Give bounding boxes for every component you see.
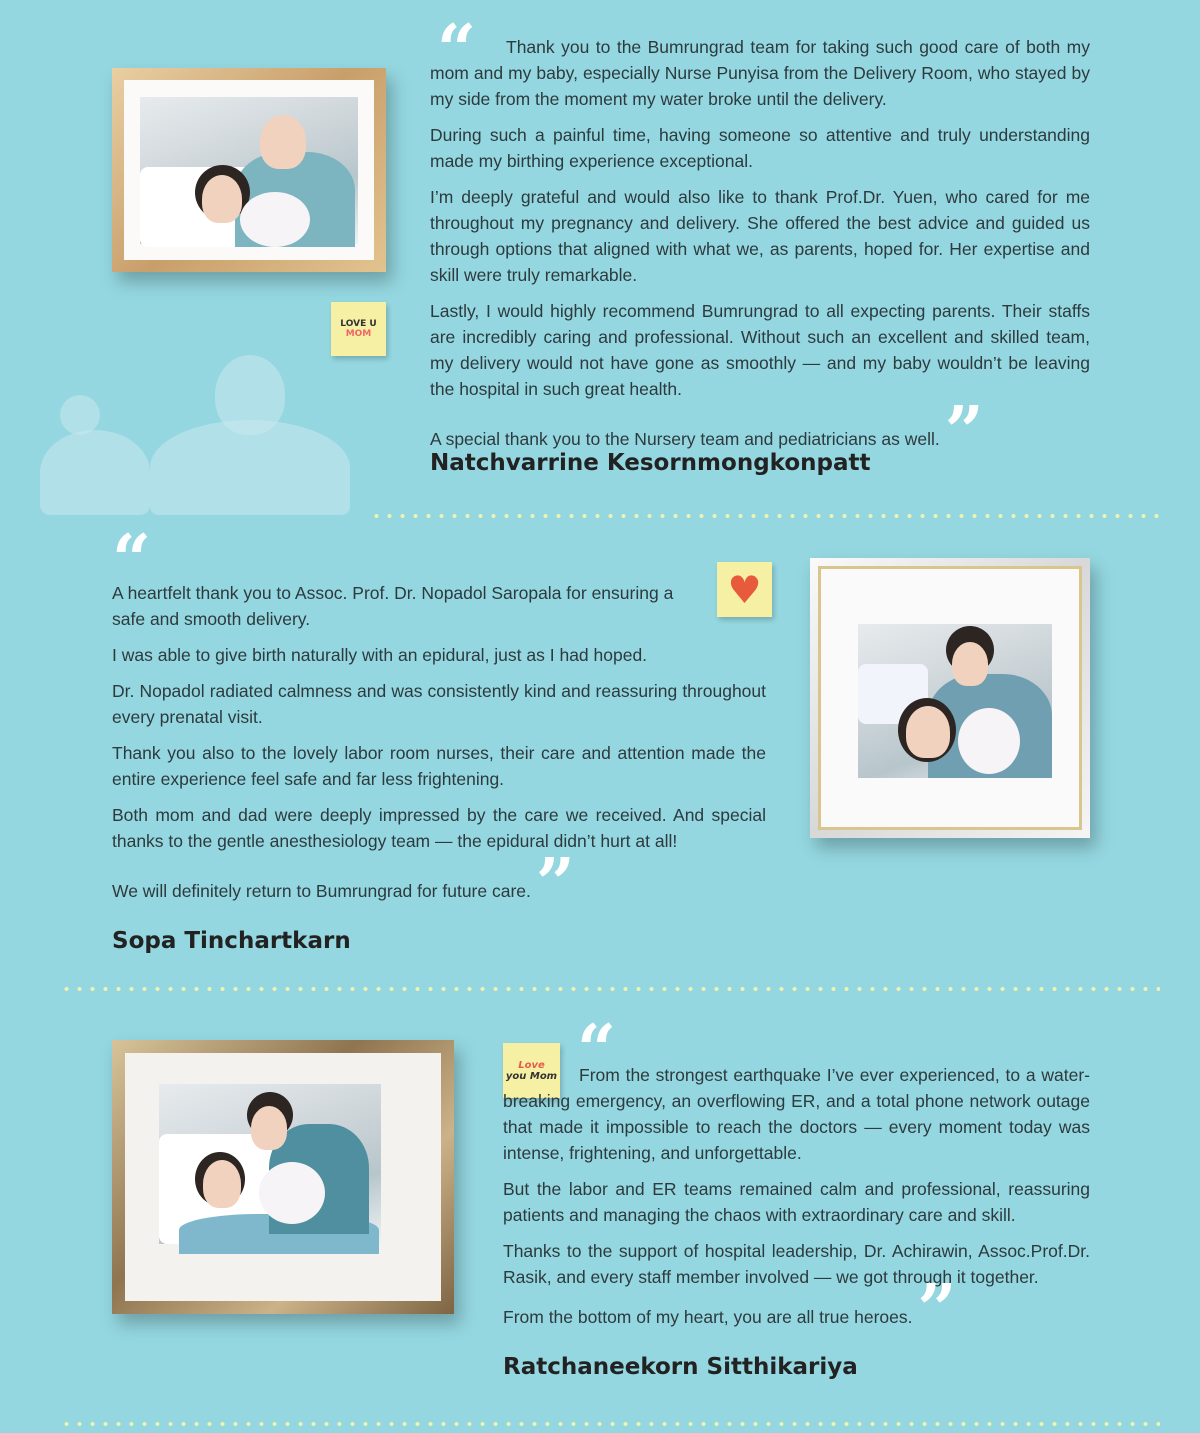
testimonial-3-closing-line: From the bottom of my heart, you are all true heroes. bbox=[503, 1307, 913, 1327]
dotted-divider-1 bbox=[370, 514, 1160, 518]
testimonial-2-closing-line: We will definitely return to Bumrungrad for future care. bbox=[112, 881, 531, 901]
author-name-2: Sopa Tinchartkarn bbox=[112, 928, 351, 954]
sticker-line-1: LOVE U bbox=[340, 319, 377, 329]
close-quote-icon: ” bbox=[944, 392, 984, 472]
family-photo-2 bbox=[858, 624, 1052, 778]
testimonial-1-closing-line: A special thank you to the Nursery team and pediatricians as well. bbox=[430, 429, 940, 449]
sticker-line-2: you Mom bbox=[505, 1070, 558, 1082]
photo-frame-2 bbox=[810, 558, 1090, 838]
heart-icon: ♥ bbox=[727, 567, 762, 612]
testimonial-2-paragraph-5: Both mom and dad were deeply impressed by the care we received. And special thanks to the gentle anesthesiology team — the epidural didn’t hurt at all! bbox=[112, 805, 766, 851]
testimonial-2-paragraph-2: I was able to give birth naturally with an epidural, just as I had hoped. bbox=[112, 645, 648, 665]
testimonial-3-paragraph-1: From the strongest earthquake I’ve ever experienced, to a water-breaking emergency, an overflowing ER, and a total phone network outage that made it impossible to reach the doctors — every moment today was intense, frightening, and unforgettable. bbox=[503, 1065, 1090, 1163]
dotted-divider-2 bbox=[60, 987, 1160, 991]
photo-frame-1 bbox=[112, 68, 386, 272]
open-quote-icon: “ bbox=[437, 10, 477, 90]
testimonial-2-text bbox=[112, 580, 766, 924]
sticker-line-2: MOM bbox=[345, 329, 372, 339]
family-photo-1 bbox=[140, 97, 358, 244]
open-quote-icon: “ bbox=[577, 1010, 617, 1090]
testimonial-1-paragraph-3: I’m deeply grateful and would also like to thank Prof.Dr. Yuen, who cared for me throughout my pregnancy and delivery. She offered the best advice and guided us through options that aligned with what we, as parents, hoped for. Her expertise and skill were truly remarkable. bbox=[430, 187, 1090, 285]
testimonial-2-paragraph-6 bbox=[112, 844, 766, 924]
testimonial-3-paragraph-4 bbox=[503, 1270, 1090, 1350]
testimonial-2-paragraph-4: Thank you also to the lovely labor room nurses, their care and attention made the entire experience feel safe and far less frightening. bbox=[112, 743, 766, 789]
testimonial-2-paragraph-1: A heartfelt thank you to Assoc. Prof. Dr. Nopadol Saropala for ensuring a safe and smooth delivery. bbox=[112, 583, 674, 629]
testimonial-1-paragraph-4: Lastly, I would highly recommend Bumrungrad to all expecting parents. Their staffs are incredibly caring and professional. Without such an excellent and skilled team, my delivery would not have gone as smoothly — and my baby wouldn’t be leaving the hospital in such great health. bbox=[430, 301, 1090, 399]
testimonial-2-paragraph-3: Dr. Nopadol radiated calmness and was consistently kind and reassuring throughout every prenatal visit. bbox=[112, 681, 766, 727]
dotted-divider-3 bbox=[60, 1422, 1160, 1426]
close-quote-icon: ” bbox=[917, 1270, 957, 1350]
testimonial-1-paragraph-1: Thank you to the Bumrungrad team for taking such good care of both my mom and my baby, especially Nurse Punyisa from the Delivery Room, who stayed by my side from the moment my water broke until the delivery. bbox=[430, 37, 1090, 109]
testimonial-3-paragraph-2: But the labor and ER teams remained calm and professional, reassuring patients and managing the chaos with extraordinary care and skill. bbox=[503, 1179, 1090, 1225]
author-name-1: Natchvarrine Kesornmongkonpatt bbox=[430, 450, 871, 476]
testimonial-1-paragraph-2: During such a painful time, having someone so attentive and truly understanding made my birthing experience exceptional. bbox=[430, 125, 1090, 171]
close-quote-icon: ” bbox=[535, 844, 575, 924]
testimonial-3-paragraph-3: Thanks to the support of hospital leadership, Dr. Achirawin, Assoc.Prof.Dr. Rasik, and every staff member involved — we got through it together. bbox=[503, 1241, 1090, 1287]
author-name-3: Ratchaneekorn Sitthikariya bbox=[503, 1354, 858, 1380]
family-photo-3 bbox=[159, 1084, 381, 1244]
photo-frame-3 bbox=[112, 1040, 454, 1314]
love-u-mom-sticker bbox=[331, 302, 386, 356]
testimonial-3-text bbox=[503, 1059, 1090, 1350]
sticker-line-1: Love bbox=[518, 1059, 545, 1071]
open-quote-icon: “ bbox=[112, 520, 152, 600]
